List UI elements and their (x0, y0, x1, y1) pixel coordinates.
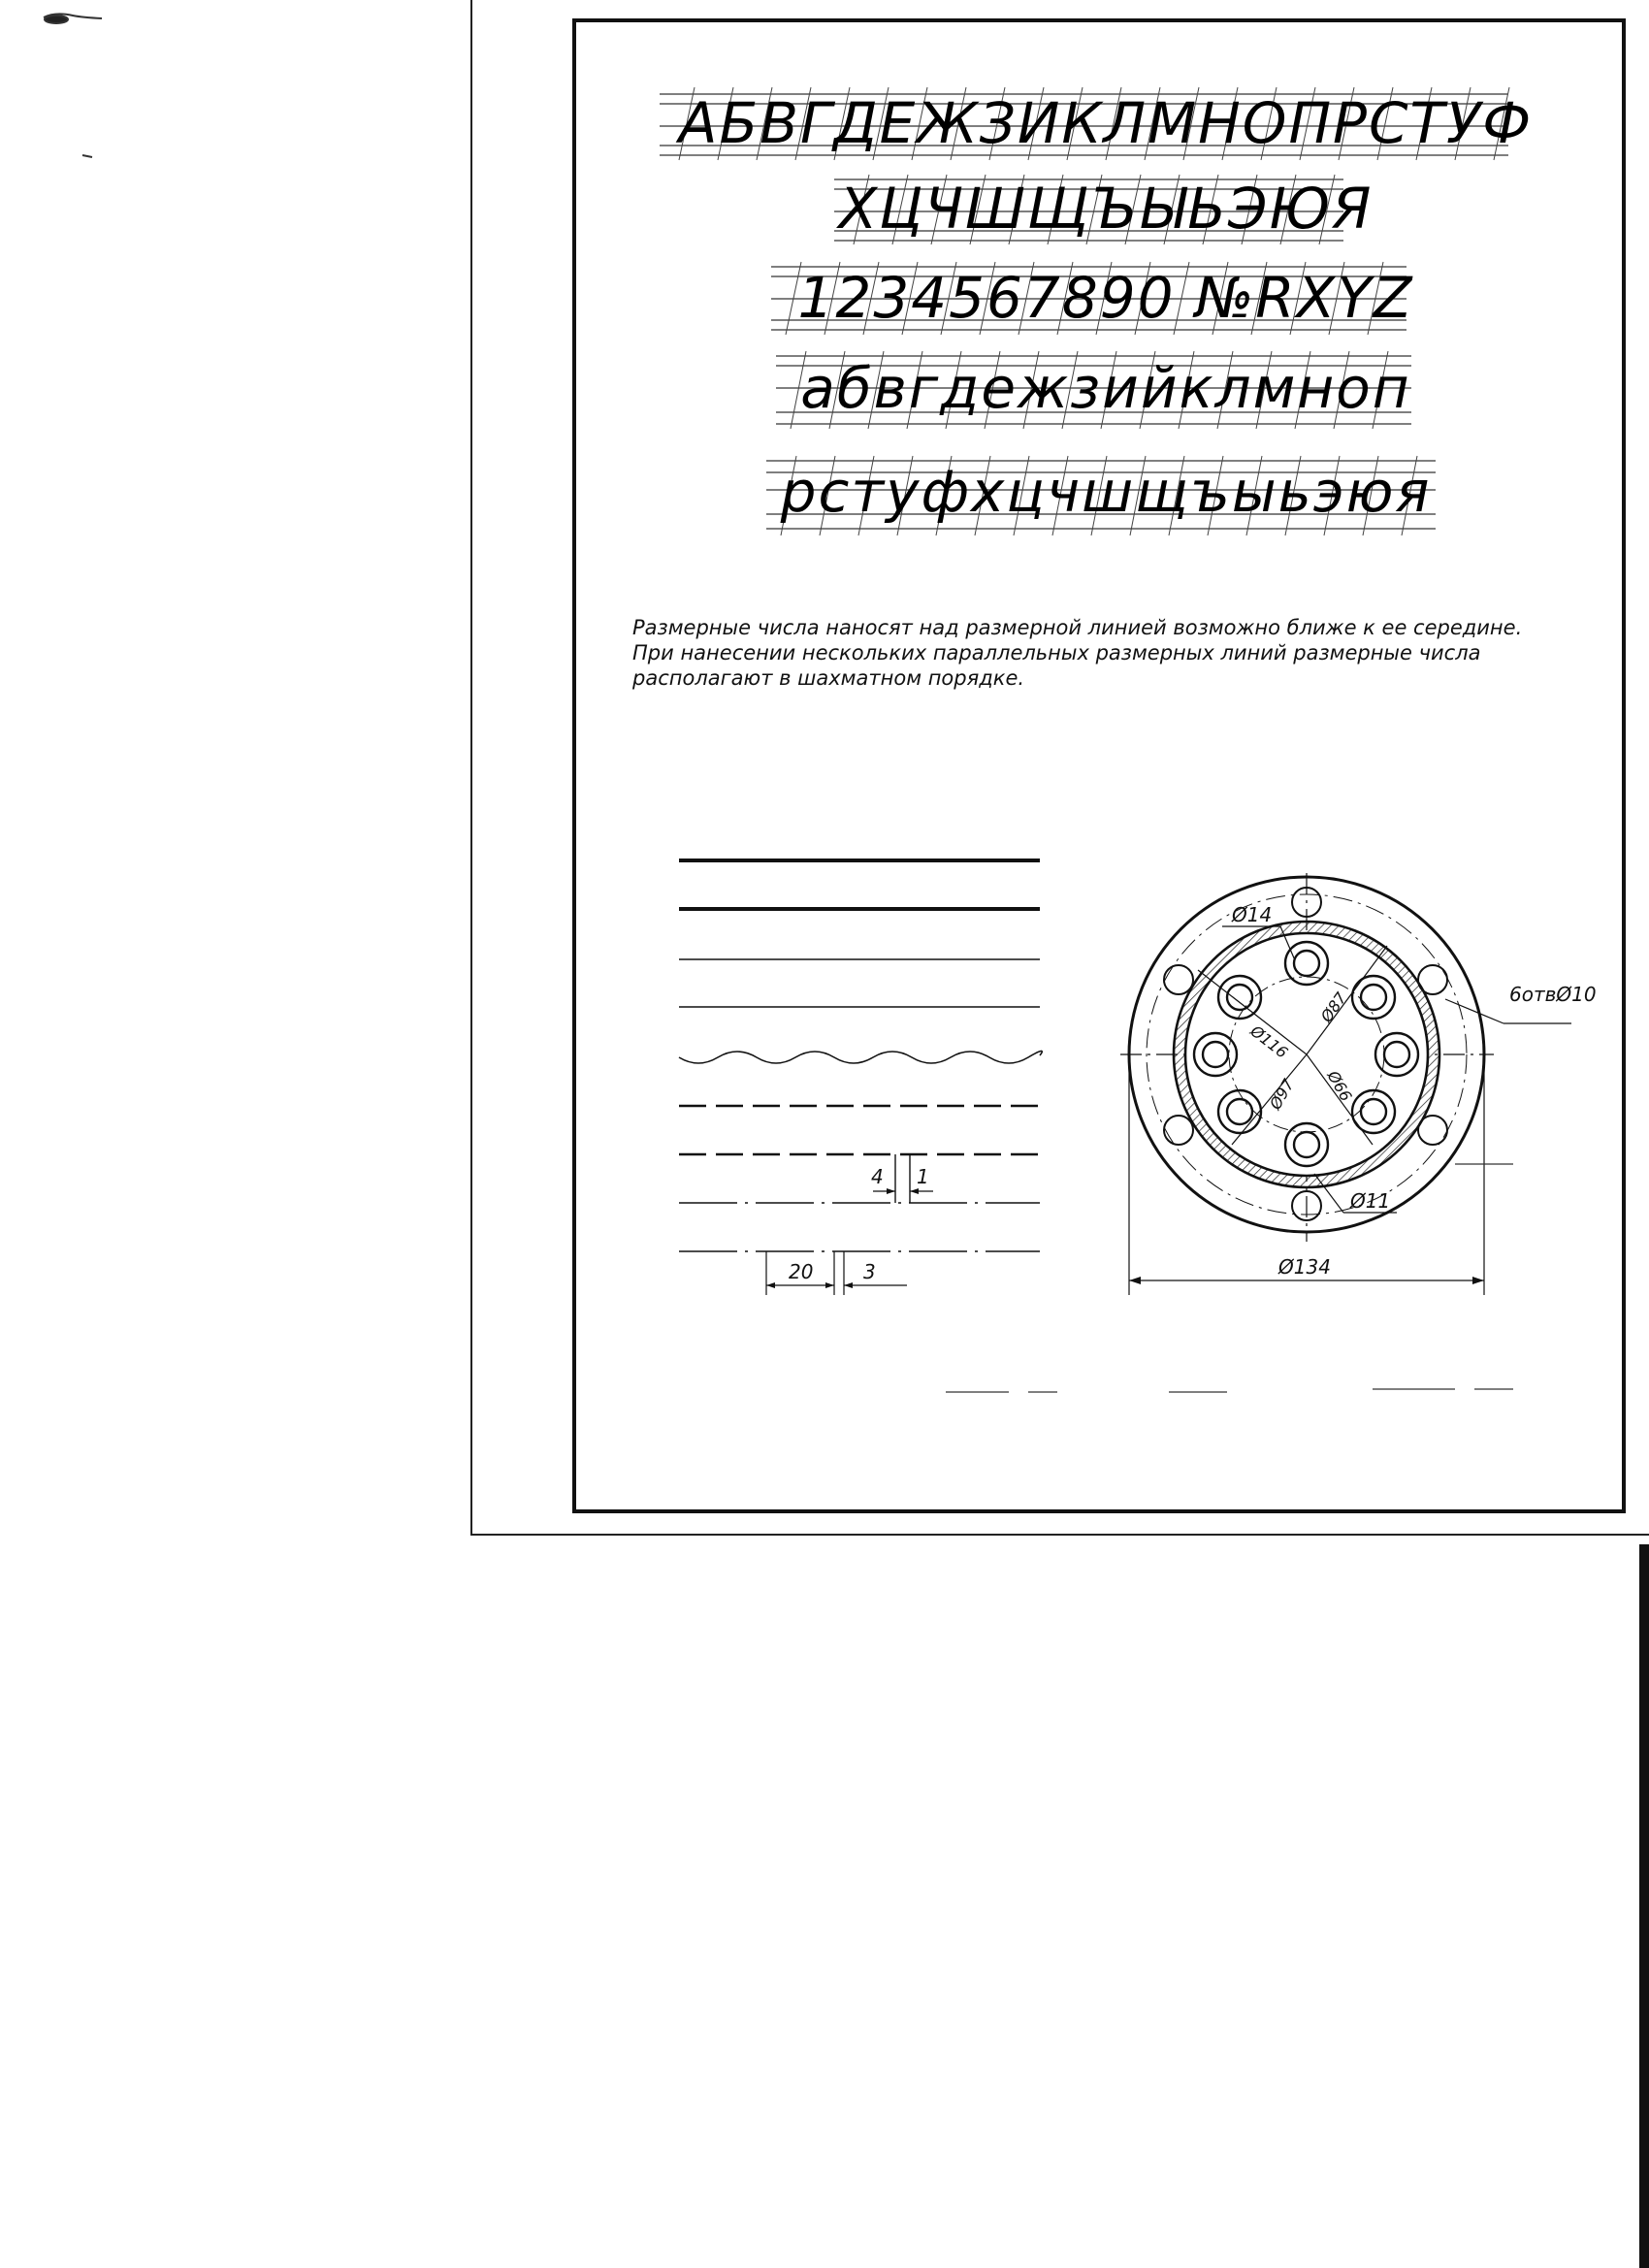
dim-d116: Ø116 (1246, 1021, 1292, 1062)
lowercase-row-2: рстуфхцчшщъыьэюя (780, 459, 1432, 525)
uppercase-row-2: ХЦЧШЩЪЫЬЭЮЯ (838, 176, 1374, 242)
dim-holes: 6отвØ10 (1509, 983, 1597, 1006)
dim-d66: Ø66 (1323, 1067, 1356, 1105)
digits-row: 1234567890 №RXYZ (797, 265, 1414, 331)
dim-d87: Ø87 (1316, 988, 1351, 1026)
caption-line-1: Размерные числа наносят над размерной линией возможно ближе к ее середине. (632, 616, 1523, 639)
dim-d97: Ø97 (1266, 1075, 1298, 1113)
dim-d11: Ø11 (1350, 1189, 1391, 1213)
lowercase-row-1: абвгдежзийклмноп (800, 355, 1411, 421)
dim-d134: Ø134 (1278, 1255, 1331, 1279)
caption-line-2: При нанесении нескольких параллельных размерных линий размерные числа (632, 641, 1481, 664)
dim-label-1: 1 (917, 1165, 929, 1188)
dim-label-20: 20 (789, 1260, 814, 1283)
dim-label-4: 4 (871, 1165, 884, 1188)
dim-d14: Ø14 (1232, 903, 1273, 926)
dim-label-3: 3 (863, 1260, 876, 1283)
caption-line-3: располагают в шахматном порядке. (632, 666, 1025, 690)
uppercase-row-1: АБВГДЕЖЗИКЛМНОПРСТУФ (678, 90, 1534, 156)
